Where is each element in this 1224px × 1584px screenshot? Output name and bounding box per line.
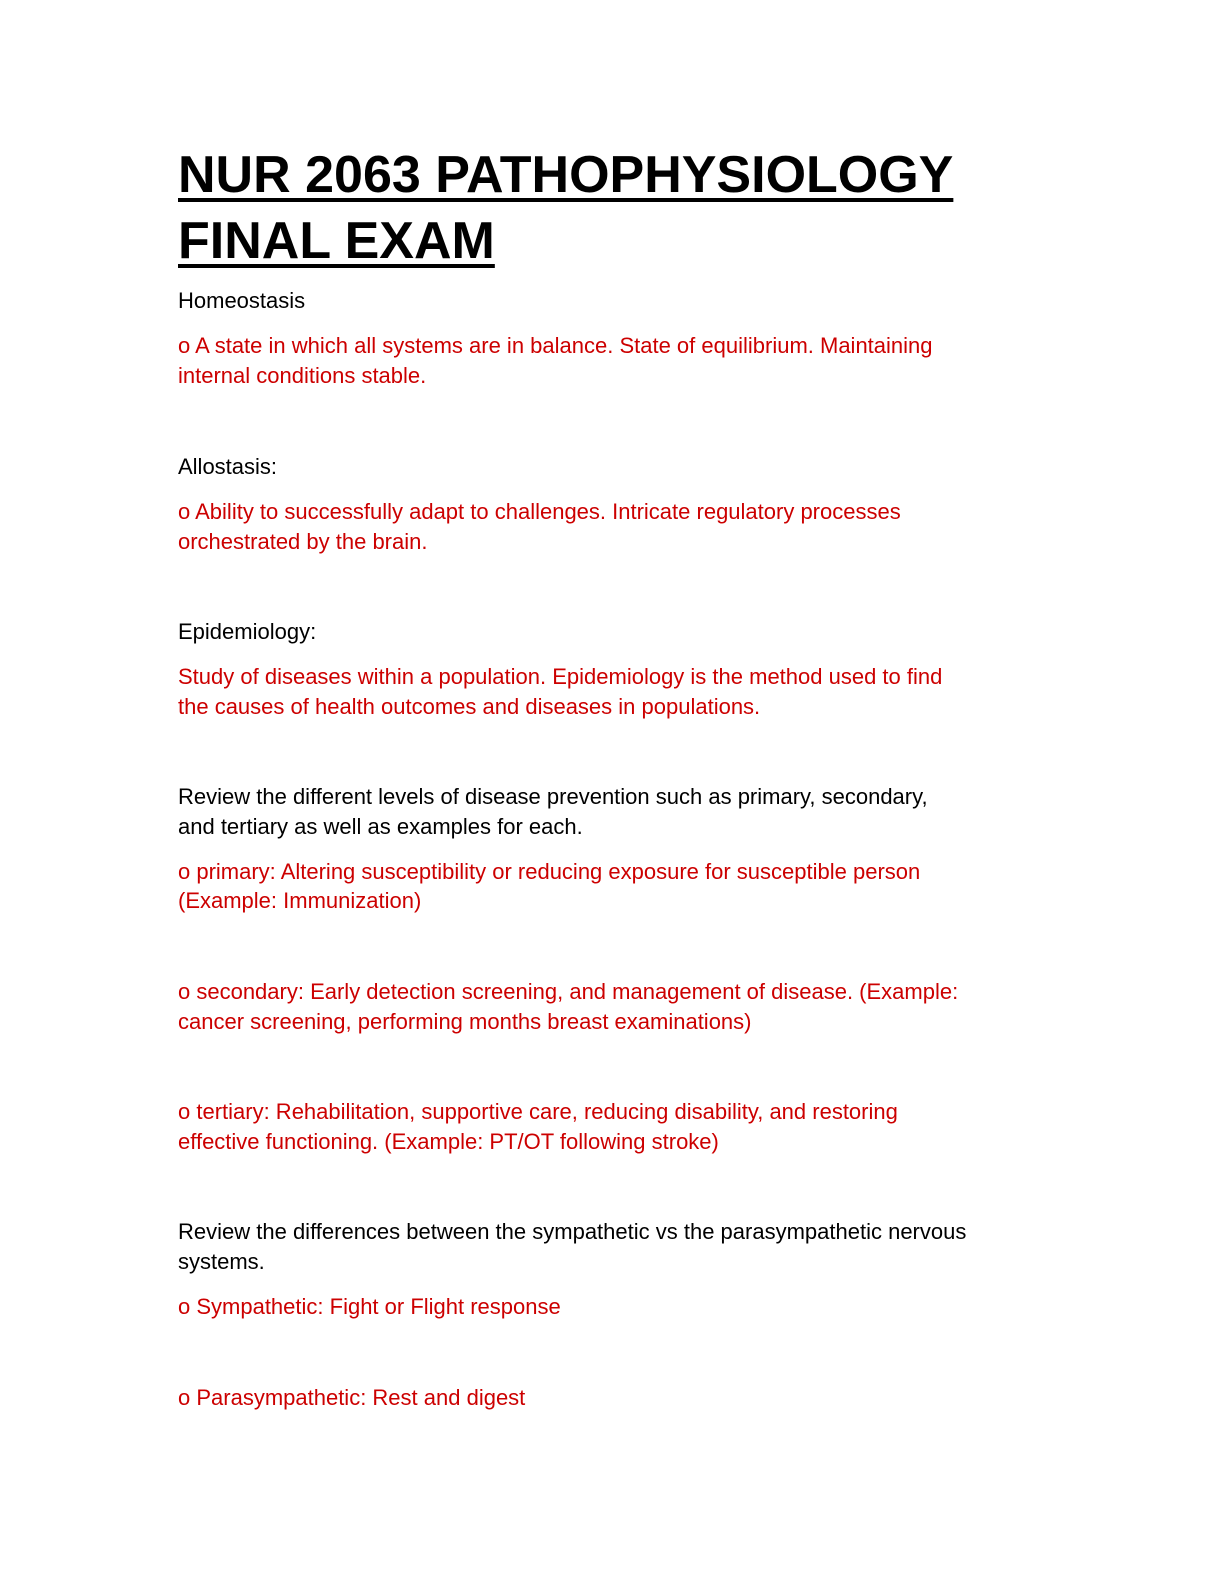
sympathetic-answer: o Sympathetic: Fight or Flight response (178, 1294, 561, 1319)
nervous-system-question-line-1: Review the differences between the sympathetic vs the parasympathetic nervous (178, 1219, 967, 1244)
homeostasis-answer-line-1: o A state in which all systems are in balance. State of equilibrium. Maintaining (178, 333, 933, 358)
homeostasis-answer-line-2: internal conditions stable. (178, 363, 427, 388)
prevention-question-line-2: and tertiary as well as examples for each. (178, 814, 583, 839)
prevention-tertiary-line-1: o tertiary: Rehabilitation, supportive care, reducing disability, and restoring (178, 1099, 898, 1124)
parasympathetic-answer: o Parasympathetic: Rest and digest (178, 1385, 526, 1410)
prevention-secondary-line-2: cancer screening, performing months breast examinations) (178, 1009, 752, 1034)
prevention-question-line-1: Review the different levels of disease prevention such as primary, secondary, (178, 784, 928, 809)
title-line-1: NUR 2063 PATHOPHYSIOLOGY (178, 146, 954, 204)
nervous-system-question-line-2: systems. (178, 1249, 265, 1274)
prevention-tertiary-line-2: effective functioning. (Example: PT/OT following stroke) (178, 1129, 719, 1154)
document-page (178, 0, 1058, 1584)
title-line-2: FINAL EXAM (178, 212, 495, 270)
epidemiology-answer-line-1: Study of diseases within a population. Epidemiology is the method used to find (178, 664, 943, 689)
allostasis-heading: Allostasis: (178, 454, 278, 479)
allostasis-answer-line-1: o Ability to successfully adapt to challenges. Intricate regulatory processes (178, 499, 901, 524)
homeostasis-heading: Homeostasis (178, 288, 306, 313)
prevention-primary-line-2: (Example: Immunization) (178, 888, 422, 913)
document-title (178, 142, 953, 274)
allostasis-answer-line-2: orchestrated by the brain. (178, 529, 428, 554)
epidemiology-answer-line-2: the causes of health outcomes and diseases in populations. (178, 694, 761, 719)
prevention-primary-line-1: o primary: Altering susceptibility or reducing exposure for susceptible person (178, 859, 921, 884)
epidemiology-heading: Epidemiology: (178, 619, 317, 644)
prevention-secondary-line-1: o secondary: Early detection screening, and management of disease. (Example: (178, 979, 959, 1004)
